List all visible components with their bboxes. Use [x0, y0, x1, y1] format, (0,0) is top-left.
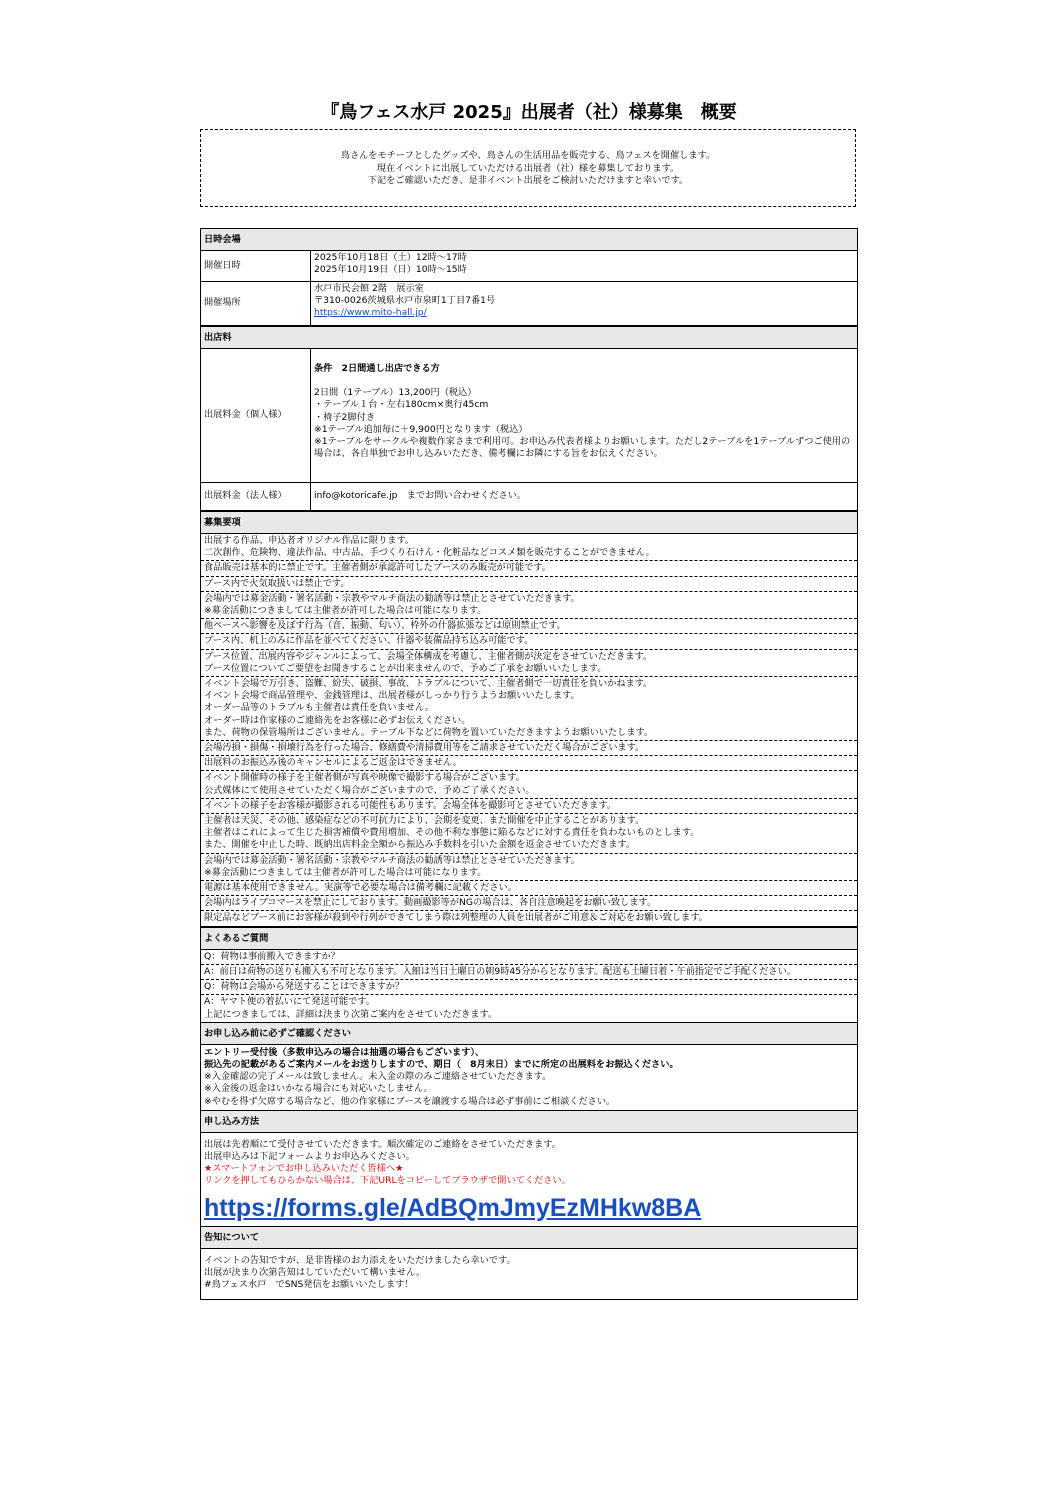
requirement-item [201, 534, 857, 561]
apply-line: 出展申込みは下記フォームよりお申込みください。 [204, 1150, 415, 1162]
faq-question: Q：荷物は会場から発送することはできますか？ [201, 980, 857, 995]
outline-sheet [200, 228, 858, 1300]
section-header-apply: 申し込み方法 [201, 1110, 857, 1133]
apply-warning-line: リンクを押してもひらかない場合は、下記URLをコピーしてブラウザで開いてください。 [204, 1175, 571, 1187]
requirement-line: 限定品などブース前にお客様が殺到や行列ができてしまう際は列整理の人員を出展者がご用意＆ご対応をお願い致します。 [204, 912, 708, 924]
section-header-faq: よくあるご質問 [201, 927, 857, 950]
fee-line: ・椅子2脚付き [314, 411, 375, 423]
intro-line: 現在イベントに出展していただける出展者（社）様を募集しております。 [376, 162, 680, 174]
venue-link[interactable]: https://www.mito-hall.jp/ [314, 307, 427, 319]
requirement-item [201, 756, 857, 771]
confirm-line: ※入金後の返金はいかなる場合にも対応いたしません。 [204, 1083, 433, 1095]
requirement-line: ブース位置についてご要望をお聞きすることが出来ませんので、予めご了承をお願いいたします。 [204, 662, 607, 674]
requirement-item [201, 854, 857, 881]
requirement-line: 主催者は天災、その他、感染症などの不可抗力により、会期を変更、また開催を中止することがあります。 [204, 815, 645, 827]
value-dates [311, 251, 857, 281]
notice-line: イベントの告知ですが、是非皆様のお力添えをいただけましたら幸いです。 [204, 1254, 516, 1266]
requirement-item [201, 592, 857, 619]
requirement-line: オーダー時は作家様のご連絡先をお客様に必ずお伝えください。 [204, 714, 471, 726]
requirement-line: 公式媒体にて使用させていただく場合がございますので、予めご了承ください。 [204, 784, 535, 796]
requirement-item [201, 896, 857, 911]
requirement-line: イベントの様子をお客様が撮影される可能性もあります。会場全体を撮影可とさせていただきます。 [204, 799, 616, 811]
requirement-line: 二次創作、危険物、違法作品、中古品、手づくり石けん・化粧品などコスメ類を販売することができません。 [204, 547, 655, 559]
value-fee-individual [311, 349, 857, 482]
value-venue [311, 282, 857, 325]
fee-line: ・テーブル１台・左右180cm×奥行45cm [314, 399, 489, 411]
intro-box [200, 129, 856, 207]
requirement-line: 会場汚損・損傷・損壊行為を行った場合、修繕費や清掃費用等をご請求させていただく場合がございます。 [204, 742, 645, 754]
row-venue [201, 282, 857, 326]
requirement-line: オーダー品等のトラブルも主催者は責任を負いません。 [204, 702, 434, 714]
apply-line: 出展は先着順にて受付させていただきます。順次確定のご連絡をさせていただきます。 [204, 1138, 561, 1150]
venue-line: 〒310-0026茨城県水戸市泉町1丁目7番1号 [314, 295, 496, 307]
requirement-line: 電源は基本使用できません。実演等で必要な場合は備考欄に記載ください。 [204, 882, 517, 894]
section-header-fees: 出店料 [201, 326, 857, 349]
fee-line: 2日間（1テーブル）13,200円（税込） [314, 387, 477, 399]
requirement-line: また、開催を中止した時、既納出店料金全額から振込み手数料を引いた金額を返金させていただきます。 [204, 839, 636, 851]
date-line: 2025年10月18日（土）12時～17時 [314, 252, 467, 263]
application-form-link[interactable]: https://forms.gle/AdBQmJmyEzMHkw8BA [204, 1193, 702, 1222]
requirement-item [201, 814, 857, 854]
requirement-line: ※募金活動につきましては主催者が許可した場合は可能になります。 [204, 605, 487, 617]
requirement-line: 他ペースへ影響を及ぼす行為（音、振動、匂い）、枠外の什器拡張などは原則禁止です。 [204, 620, 566, 632]
confirm-line: ※やむを得ず欠席する場合など、他の作家様にブースを譲渡する場合は必ず事前にご相談ください。 [204, 1095, 616, 1107]
requirement-line: ブース内で火気取扱いは禁止です。 [204, 577, 350, 589]
requirement-line: ブース内、机上のみに作品を並べてください、什器や装備品持ち込み可能です。 [204, 635, 534, 647]
requirement-item [201, 911, 857, 926]
requirement-item [201, 741, 857, 756]
row-fee-individual [201, 349, 857, 483]
label-fee-corporate: 出展料金（法人様） [201, 483, 311, 510]
requirement-line: 会場内では募金活動・署名活動・宗教やマルチ商法の勧誘等は禁止とさせていただきます。 [204, 592, 580, 604]
label-fee-individual: 出展料金（個人様） [201, 349, 311, 482]
requirement-item [201, 650, 857, 677]
requirement-line: イベント開催時の様子を主催者側が写真や映像で撮影する場合がございます。 [204, 772, 525, 784]
requirement-item [201, 677, 857, 741]
requirement-line: また、荷物の保管場所はございません。テーブル下などに荷物を置いていただきますようお願いいたします。 [204, 726, 654, 738]
requirement-line: イベント会場で万引き、盗難、紛失、破損、事故、トラブルについて、主催者側で一切責任を負いかねます。 [204, 678, 653, 690]
faq-answer: A：前日は荷物の送りも搬入も不可となります。入館は当日土曜日の朝9時45分からとなります。配送も土曜日着・午前指定でご手配ください。 [201, 965, 857, 980]
page-title: 『鳥フェス水戸 2025』出展者（社）様募集 概要 [321, 102, 737, 123]
notice-line: #鳥フェス水戸 でSNS発信をお願いいたします！ [204, 1278, 414, 1290]
faq-answer: A：ヤマト便の着払いにて発送可能です。 上記につきましては、詳細は決まり次第ご案内をさせていただきます。 [201, 995, 857, 1022]
intro-line: 下記をご確認いただき、是非イベント出展をご検討いただけますと幸いです。 [367, 175, 689, 186]
section-header-notice: 告知について [201, 1226, 857, 1249]
row-fee-corporate [201, 483, 857, 511]
requirement-line: 出展料のお振込み後のキャンセルによるご返金はできません。 [204, 757, 462, 769]
confirm-body [201, 1045, 857, 1110]
requirement-item [201, 881, 857, 896]
fee-line: ※1テーブルをサークルや複数作家さまで利用可。お申込み代表者様よりお願いします。ただし2テーブルを1テーブルずつご使用の場合は、各自単独でお申し込みいただき、備考欄にお隣にする旨をお伝えください。 [314, 436, 851, 460]
requirement-line: ※募金活動につきましては主催者が許可した場合は可能になります。 [204, 866, 487, 878]
row-dates [201, 251, 857, 282]
section-header-confirm: お申し込み前に必ずご確認ください [201, 1023, 857, 1045]
requirement-line: ブース位置、出展内容やジャンルによって、会場全体構成を考慮し、主催者側が決定をさせていただきます。 [204, 650, 653, 662]
intro-line: 鳥さんをモチーフとしたグッズや、鳥さんの生活用品を販売する、鳥フェスを開催します。 [340, 150, 716, 161]
label-dates: 開催日時 [201, 251, 311, 281]
section-header-requirements: 募集要項 [201, 511, 857, 534]
section-header-schedule: 日時会場 [201, 229, 857, 251]
apply-warning-line: ★スマートフォンでお申し込みいただく皆様へ★ [204, 1163, 404, 1175]
venue-line: 水戸市民会館 2階 展示室 [314, 283, 424, 294]
requirement-item [201, 634, 857, 649]
fee-condition: 条件 2日間通し出店できる方 [314, 363, 440, 374]
value-fee-corporate: info@kotoricafe.jp までお問い合わせください。 [314, 490, 527, 502]
fee-line: ※1テーブル追加毎に＋9,900円となります（税込） [314, 423, 528, 435]
confirm-line: ※入金確認の完了メールは致しません。未入金の際のみご連絡させていただきます。 [204, 1071, 552, 1083]
notice-line: 出展が決まり次第告知はしていただいて構いません。 [204, 1266, 426, 1278]
requirement-item [201, 619, 857, 634]
requirement-item [201, 561, 857, 576]
requirement-line: イベント会場で商品管理や、金銭管理は、出展者様がしっかり行うようお願いいたします。 [204, 690, 580, 702]
confirm-bold-line: エントリー受付後（多数申込みの場合は抽選の場合もございます）、 [204, 1046, 485, 1058]
requirement-line: 会場内では募金活動・署名活動・宗教やマルチ商法の勧誘等は禁止とさせていただきます。 [204, 854, 580, 866]
requirement-item [201, 771, 857, 798]
requirement-line: 会場内はライブコマースを禁止にしております。動画撮影等がNGの場合は、各自注意喚起をお願い致します。 [204, 897, 657, 909]
requirement-item [201, 799, 857, 814]
requirements-list [201, 534, 857, 927]
requirement-line: 食品販売は基本的に禁止です。主催者側が承認許可したブースのみ販売が可能です。 [204, 562, 551, 574]
date-line: 2025年10月19日（日）10時～15時 [314, 264, 467, 276]
notice-body [201, 1249, 857, 1300]
requirement-line: 主催者はこれによって生じた損害補償や費用増加、その他不利な事態に陥るなどに対する責任を負わないものとします。 [204, 827, 700, 839]
faq-question: Q：荷物は事前搬入できますか？ [201, 950, 857, 965]
requirement-item [201, 577, 857, 592]
requirement-line: 出展する作品、申込者オリジナル作品に限ります。 [204, 535, 415, 546]
label-venue: 開催場所 [201, 282, 311, 325]
apply-body [201, 1133, 857, 1188]
confirm-bold-line: 振込先の記載があるご案内メールをお送りしますので、期日（ 8月末日）までに所定の出展料をお振込ください。 [204, 1058, 679, 1070]
